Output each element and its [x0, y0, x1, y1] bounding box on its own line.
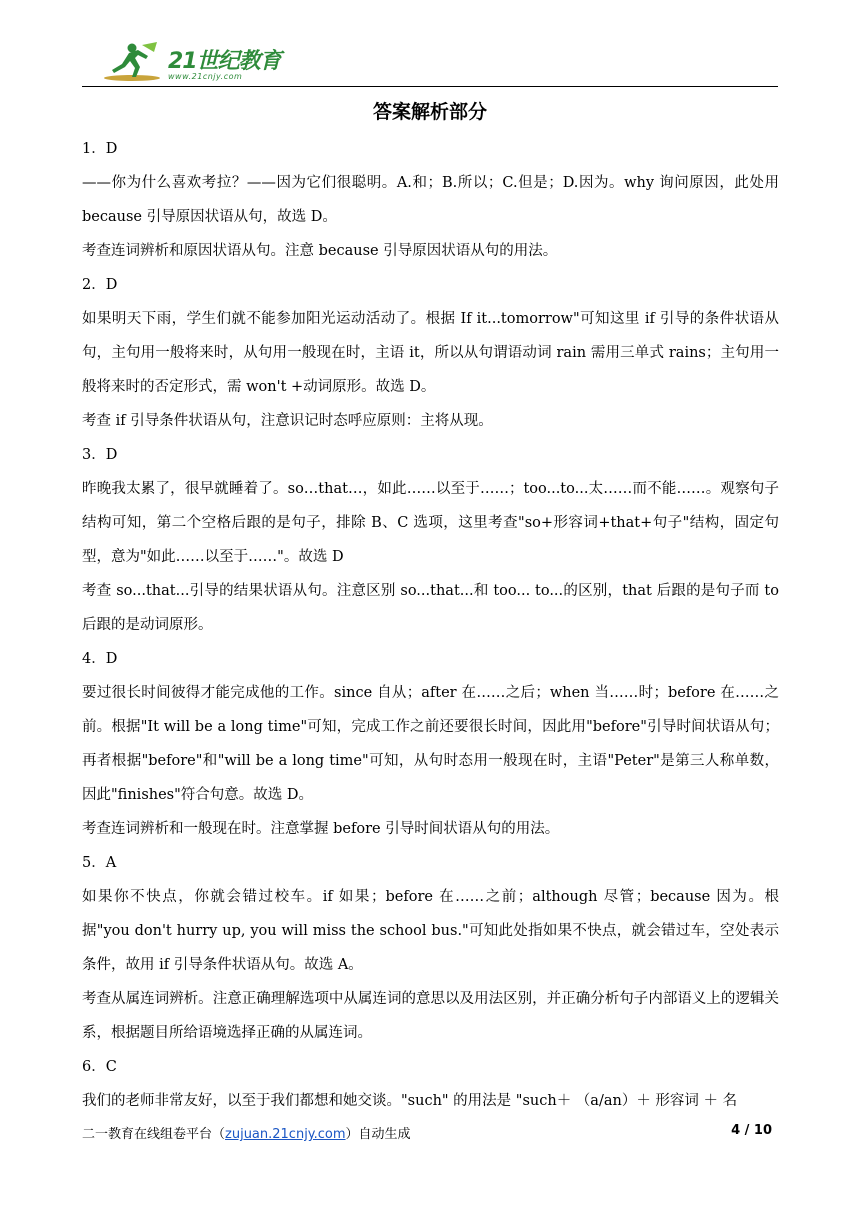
- page-header: [82, 36, 778, 87]
- footer-prefix: 二一教育在线组卷平台（: [82, 1127, 226, 1142]
- paragraph: 6．C: [82, 1059, 117, 1075]
- paragraph: 考查 so...that...引导的结果状语从句。注意区别 so...that...和 too... to...的区别，that 后跟的是句子而 to 后跟的是动词原形。: [82, 583, 779, 633]
- paragraph: 要过很长时间彼得才能完成他的工作。since 自从；after 在……之后；when 当……时；before 在……之前。根据"It will be a long time"可知，完成工作之前还要很长时间，因此用"before"引导时间状语从句；再者根据"before"和"will be a long time"可知，从句时态用一般现在时，主语"Peter"是第三人称单数，因此"finishes"符合句意。故选 D。: [82, 685, 779, 803]
- paragraph: 4．D: [82, 651, 118, 667]
- paragraph: 2．D: [82, 277, 118, 293]
- logo-text: 21世纪教育: [168, 49, 281, 74]
- paragraph: 如果明天下雨，学生们就不能参加阳光运动活动了。根据 If it...tomorrow"可知这里 if 引导的条件状语从句，主句用一般将来时，从句用一般现在时，主语 it，所以从句谓语动词 rain 需用三单式 rains；主句用一般将来时的否定形式，需 won't +动词原形。故选 D。: [82, 311, 779, 395]
- page-title: 答案解析部分: [372, 101, 487, 123]
- paragraph: 考查从属连词辨析。注意正确理解选项中从属连词的意思以及用法区别，并正确分析句子内部语义上的逻辑关系，根据题目所给语境选择正确的从属连词。: [82, 991, 779, 1041]
- logo: [102, 40, 282, 82]
- paragraph: 考查连词辨析和一般现在时。注意掌握 before 引导时间状语从句的用法。: [82, 821, 560, 837]
- paragraph: 5．A: [82, 855, 117, 871]
- paragraph: 我们的老师非常友好，以至于我们都想和她交谈。"such" 的用法是 "such＋ （a/an）＋ 形容词 ＋ 名: [82, 1093, 738, 1109]
- paragraph: 考查连词辨析和原因状语从句。注意 because 引导原因状语从句的用法。: [82, 243, 558, 259]
- paragraph: ——你为什么喜欢考拉？——因为它们很聪明。A.和；B.所以；C.但是；D.因为。why 询问原因，此处用 because 引导原因状语从句，故选 D。: [82, 175, 779, 225]
- paragraph: 1．D: [82, 141, 118, 157]
- footer-suffix: ）自动生成: [345, 1127, 411, 1142]
- page-number: 4 / 10: [731, 1123, 772, 1138]
- answer-content: [82, 132, 779, 1118]
- paragraph: 如果你不快点，你就会错过校车。if 如果；before 在……之前；although 尽管；because 因为。根据"you don't hurry up, you will miss the school bus."可知此处指如果不快点，就会错过车，空处表示条件，故用 if 引导条件状语从句。故选 A。: [82, 889, 779, 973]
- logo-url: www.21cnjy.com: [168, 72, 243, 81]
- paragraph: 昨晚我太累了，很早就睡着了。so…that…，如此……以至于……；too...to...太……而不能……。观察句子结构可知，第二个空格后跟的是句子，排除 B、C 选项，这里考查"so+形容词+that+句子"结构，固定句型，意为"如此……以至于……"。故选 D: [82, 481, 779, 565]
- runner-icon: [102, 40, 162, 82]
- page-footer: [82, 1123, 772, 1142]
- paragraph: 3．D: [82, 447, 118, 463]
- paragraph: 考查 if 引导条件状语从句，注意识记时态呼应原则：主将从现。: [82, 413, 493, 429]
- footer-link[interactable]: zujuan.21cnjy.com: [225, 1127, 346, 1142]
